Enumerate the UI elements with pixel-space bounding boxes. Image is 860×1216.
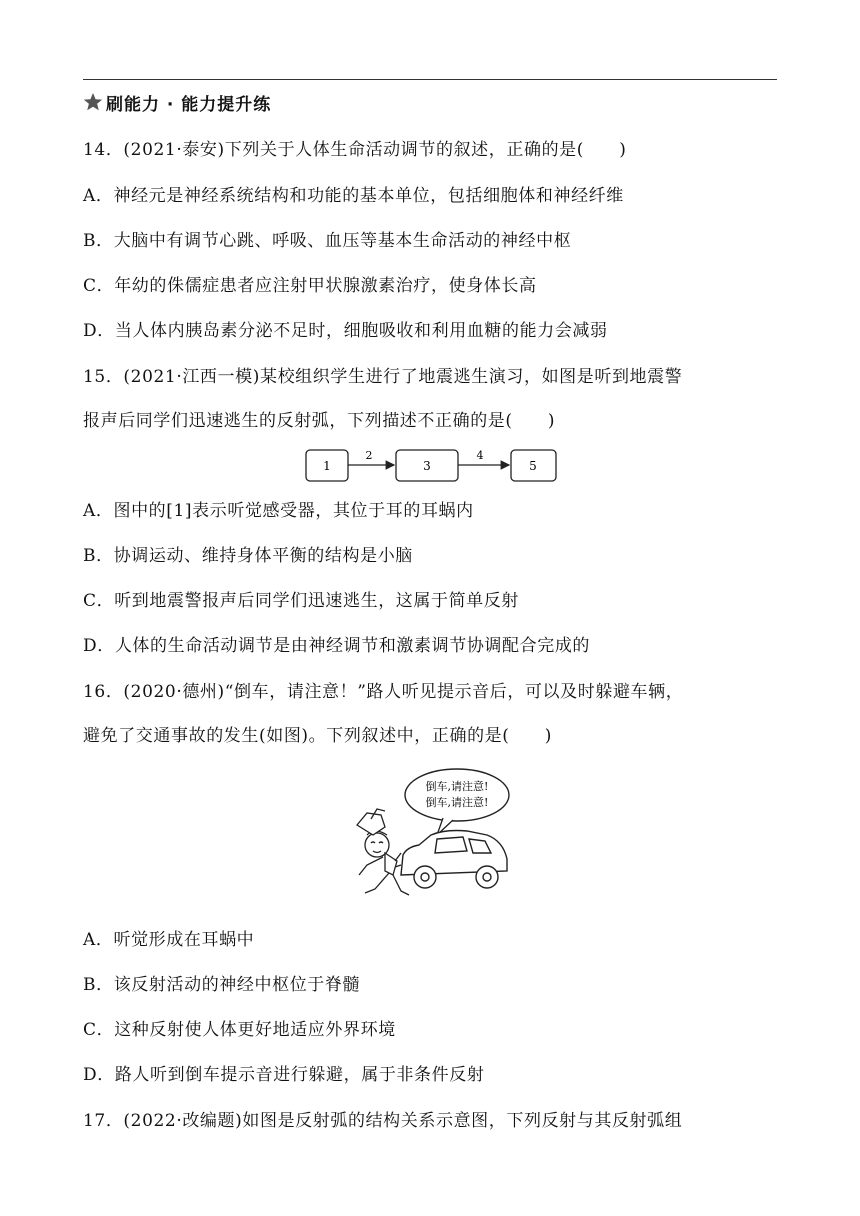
q15-option-d: D．人体的生命活动调节是由神经调节和激素调节协调配合完成的 (83, 636, 591, 656)
q16-stem-line2: 避免了交通事故的发生(如图)。下列叙述中，正确的是( ) (83, 726, 552, 746)
q15-option-b: B．协调运动、维持身体平衡的结构是小脑 (83, 546, 413, 566)
speech-bubble (405, 769, 509, 821)
diagram-box-3-label: 5 (529, 459, 537, 473)
reversing-car-illustration (345, 765, 517, 900)
q16-option-c: C．这种反射使人体更好地适应外界环境 (83, 1020, 396, 1040)
q14-option-d: D．当人体内胰岛素分泌不足时，细胞吸收和利用血糖的能力会减弱 (83, 321, 608, 341)
q15-option-a: A．图中的[1]表示听觉感受器，其位于耳的耳蜗内 (83, 501, 474, 521)
car-drawing (395, 831, 507, 889)
q17-stem-line1: 17．(2022·改编题)如图是反射弧的结构关系示意图，下列反射与其反射弧组 (83, 1111, 683, 1131)
reflex-arc-diagram (304, 446, 560, 486)
bubble-line-1: 倒车,请注意! (425, 780, 489, 793)
top-rule (83, 79, 777, 80)
section-title: 刷能力 · 能力提升练 (106, 94, 272, 115)
diagram-box-2-label: 3 (423, 459, 431, 473)
q16-option-d: D．路人听到倒车提示音进行躲避，属于非条件反射 (83, 1065, 485, 1085)
diagram-box-1-label: 1 (323, 459, 331, 473)
q16-option-b: B．该反射活动的神经中枢位于脊髓 (83, 975, 361, 995)
q15-option-c: C．听到地震警报声后同学们迅速逃生，这属于简单反射 (83, 591, 520, 611)
pedestrian-drawing (357, 809, 409, 895)
q16-stem-line1: 16．(2020·德州)“倒车，请注意！”路人听见提示音后，可以及时躲避车辆， (83, 682, 684, 702)
star-icon (83, 92, 103, 112)
q14-stem: 14．(2021·泰安)下列关于人体生命活动调节的叙述，正确的是( ) (83, 140, 627, 160)
q14-option-b: B．大脑中有调节心跳、呼吸、血压等基本生命活动的神经中枢 (83, 231, 572, 251)
q14-option-a: A．神经元是神经系统结构和功能的基本单位，包括细胞体和神经纤维 (83, 186, 624, 206)
section-header (83, 89, 271, 115)
q15-stem-line1: 15．(2021·江西一模)某校组织学生进行了地震逃生演习，如图是听到地震警 (83, 367, 683, 387)
bubble-line-2: 倒车,请注意! (425, 796, 489, 809)
diagram-arrow-2-label: 4 (476, 449, 484, 462)
q16-option-a: A．听觉形成在耳蜗中 (83, 930, 255, 950)
q15-stem-line2: 报声后同学们迅速逃生的反射弧，下列描述不正确的是( ) (83, 411, 556, 431)
diagram-arrow-1-label: 2 (365, 449, 373, 462)
q14-option-c: C．年幼的侏儒症患者应注射甲状腺激素治疗，使身体长高 (83, 276, 537, 296)
